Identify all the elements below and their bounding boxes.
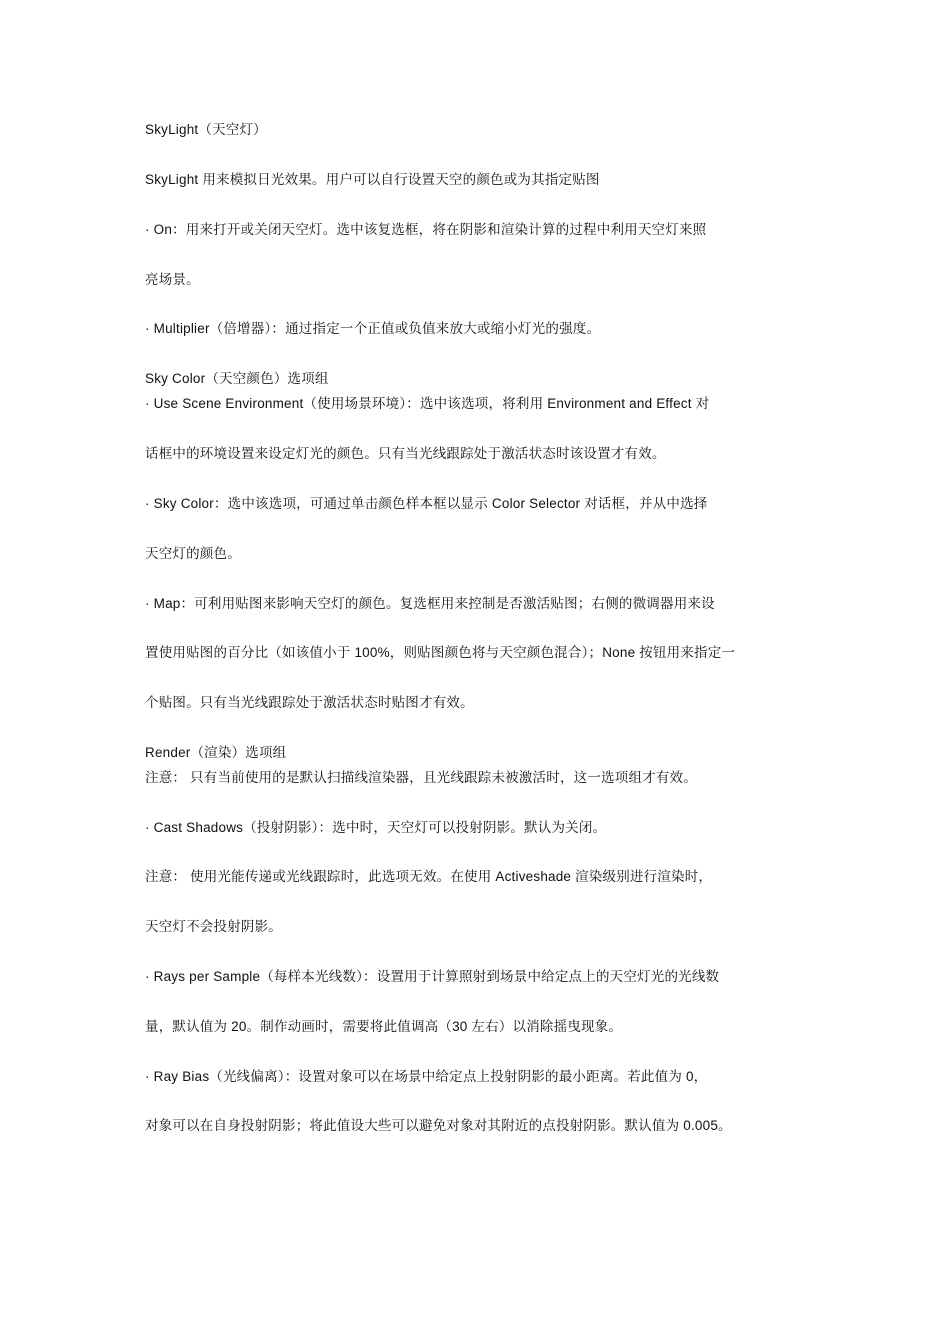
note-cast-shadows-continued: 天空灯不会投射阴影。 <box>145 919 282 934</box>
heading-sky-color-group: Sky Color（天空颜色）选项组 <box>145 371 329 386</box>
bullet-map: · Map：可利用贴图来影响天空灯的颜色。复选框用来控制是否激活贴图；右侧的微调器用来设 <box>145 596 715 611</box>
paragraph-skylight-intro: SkyLight 用来模拟日光效果。用户可以自行设置天空的颜色或为其指定贴图 <box>145 172 600 187</box>
bullet-ray-bias-continued: 对象可以在自身投射阴影；将此值设大些可以避免对象对其附近的点投射阴影。默认值为 0.005。 <box>145 1118 732 1133</box>
bullet-ray-bias: · Ray Bias（光线偏离）：设置对象可以在场景中给定点上投射阴影的最小距离。若此值为 0， <box>145 1069 708 1084</box>
bullet-use-scene-environment: · Use Scene Environment（使用场景环境）：选中该选项，将利用 Environment and Effect 对 <box>145 396 710 411</box>
note-cast-shadows: 注意： 使用光能传递或光线跟踪时，此选项无效。在使用 Activeshade 渲染级别进行渲染时， <box>145 869 713 884</box>
bullet-map-continued-2: 个贴图。只有当光线跟踪处于激活状态时贴图才有效。 <box>145 695 474 710</box>
bullet-cast-shadows: · Cast Shadows（投射阴影）：选中时，天空灯可以投射阴影。默认为关闭。 <box>145 820 607 835</box>
heading-render-group: Render（渲染）选项组 <box>145 745 287 760</box>
bullet-map-continued-1: 置使用贴图的百分比（如该值小于 100%，则贴图颜色将与天空颜色混合）；None 按钮用来指定一 <box>145 645 736 660</box>
note-render-group: 注意： 只有当前使用的是默认扫描线渲染器，且光线跟踪未被激活时，这一选项组才有效。 <box>145 770 697 785</box>
bullet-sky-color-continued: 天空灯的颜色。 <box>145 546 241 561</box>
bullet-use-scene-environment-continued: 话框中的环境设置来设定灯光的颜色。只有当光线跟踪处于激活状态时该设置才有效。 <box>145 446 666 461</box>
bullet-rays-per-sample-continued: 量，默认值为 20。制作动画时，需要将此值调高（30 左右）以消除摇曳现象。 <box>145 1019 623 1034</box>
bullet-sky-color: · Sky Color：选中该选项，可通过单击颜色样本框以显示 Color Selector 对话框，并从中选择 <box>145 496 708 511</box>
bullet-rays-per-sample: · Rays per Sample（每样本光线数）：设置用于计算照射到场景中给定点上的天空灯光的光线数 <box>145 969 720 984</box>
bullet-multiplier: · Multiplier（倍增器）：通过指定一个正值或负值来放大或缩小灯光的强度。 <box>145 321 601 336</box>
heading-skylight: SkyLight（天空灯） <box>145 122 267 137</box>
bullet-on-continued: 亮场景。 <box>145 272 200 287</box>
bullet-on: · On：用来打开或关闭天空灯。选中该复选框，将在阴影和渲染计算的过程中利用天空灯来照 <box>145 222 707 237</box>
